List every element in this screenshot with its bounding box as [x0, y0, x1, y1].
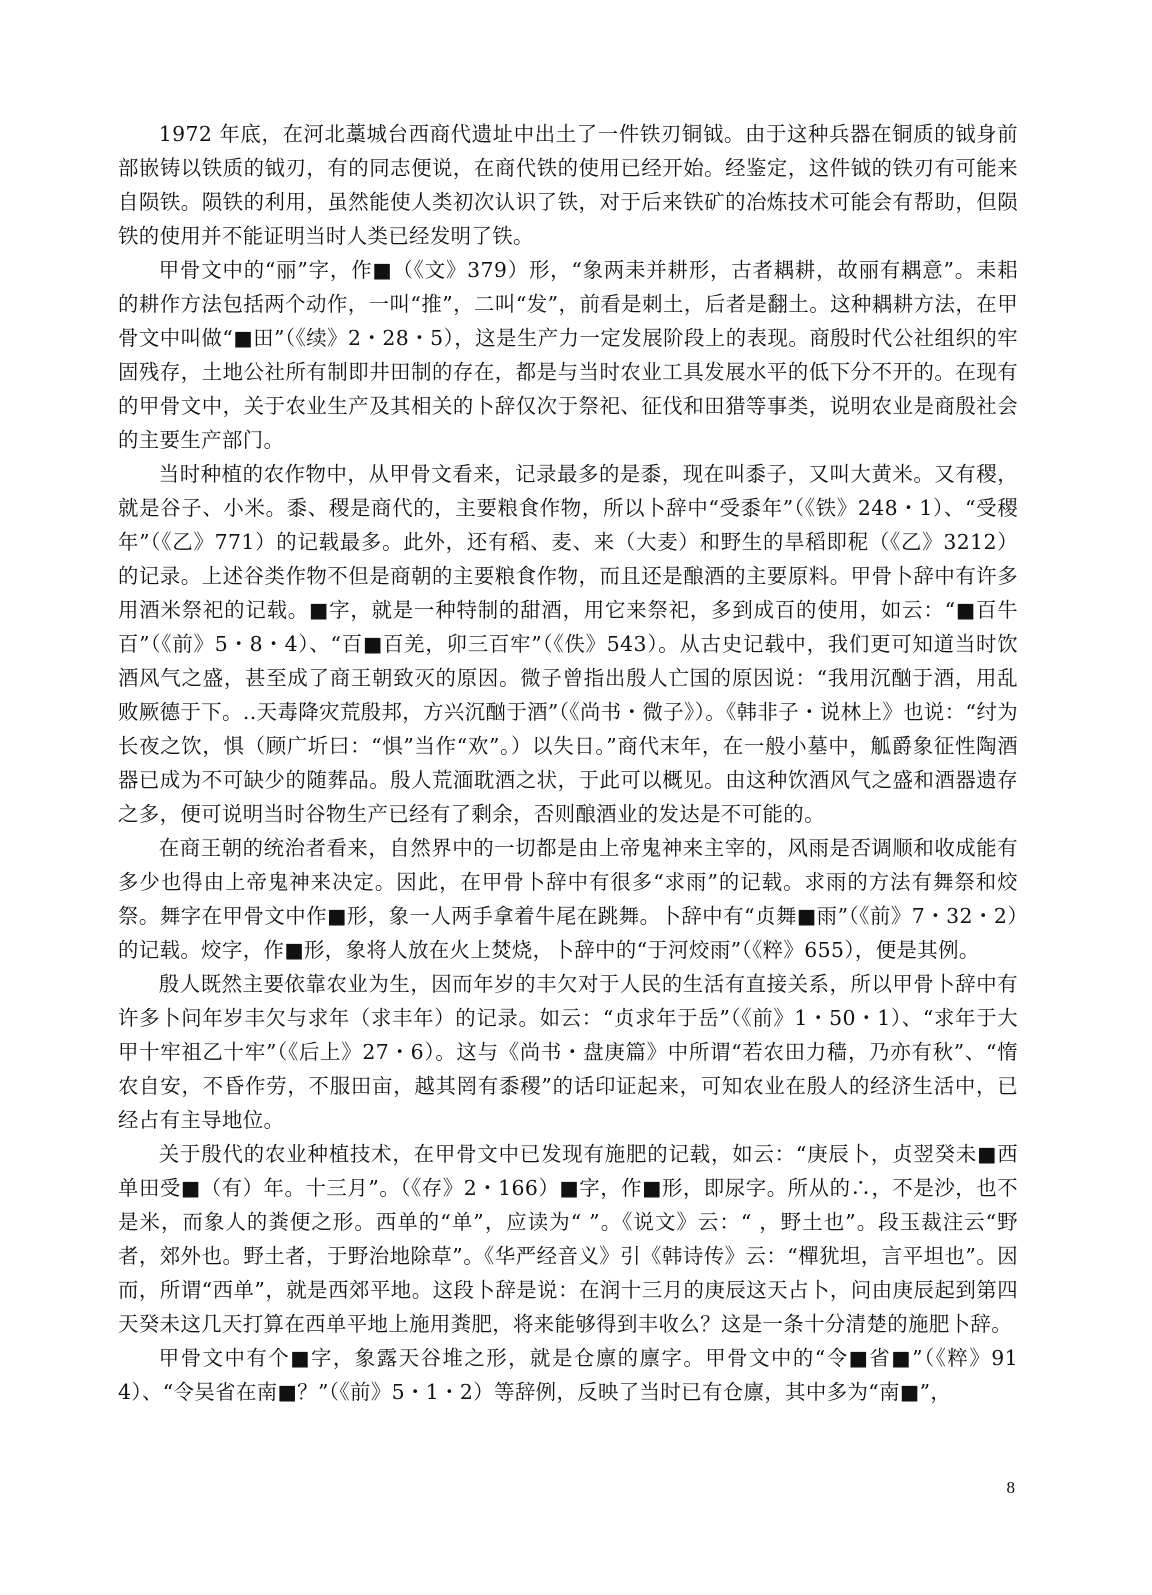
- paragraph-fertilizer: 关于殷代的农业种植技术，在甲骨文中已发现有施肥的记载，如云：“庚辰卜，贞翌癸未■西单田受■（有）年。十三月”。（《存》2・166）■字，作■形，即尿字。所从的∴，不是沙，也不是米，而象人的粪便之形。西单的“单”，应读为“ ”。《说文》云：“ ，野土也”。段玉裁注云“野者，郊外也。野土者，于野治地除草”。《华严经音义》引《韩诗传》云：“樿犹坦，言平坦也”。因而，所谓“西单”，就是西郊平地。这段卜辞是说：在润十三月的庚辰这天占卜，问由庚辰起到第四天癸未这几天打算在西单平地上施用粪肥，将来能够得到丰收么？这是一条十分清楚的施肥卜辞。: [118, 1142, 1018, 1336]
- paragraph-rain-rituals: 在商王朝的统治者看来，自然界中的一切都是由上帝鬼神来主宰的，风雨是否调顺和收成能有多少也得由上帝鬼神来决定。因此，在甲骨卜辞中有很多“求雨”的记载。求雨的方法有舞祭和烄祭。舞字在甲骨文中作■形，象一人两手拿着牛尾在跳舞。卜辞中有“贞舞■雨”（《前》7・32・2）的记载。烄字，作■形，象将人放在火上焚烧，卜辞中的“于河烄雨”（《粹》655），便是其例。: [118, 836, 1018, 962]
- paragraph-iron-axe: 1972 年底，在河北藁城台西商代遗址中出土了一件铁刃铜钺。由于这种兵器在铜质的钺身前部嵌铸以铁质的钺刃，有的同志便说，在商代铁的使用已经开始。经鉴定，这件钺的铁刃有可能来自陨铁。陨铁的利用，虽然能使人类初次认识了铁，对于后来铁矿的冶炼技术可能会有帮助，但陨铁的使用并不能证明当时人类已经发明了铁。: [118, 122, 1018, 248]
- paragraph-harvest-divination: 殷人既然主要依靠农业为生，因而年岁的丰欠对于人民的生活有直接关系，所以甲骨卜辞中有许多卜问年岁丰欠与求年（求丰年）的记录。如云：“贞求年于岳”（《前》1・50・1）、“求年于大甲十牢祖乙十牢”（《后上》27・6）。这与《尚书・盘庚篇》中所谓“若农田力穑，乃亦有秋”、“惰农自安，不昏作劳，不服田亩，越其罔有黍稷”的话印证起来，可知农业在殷人的经济生活中，已经占有主导地位。: [118, 972, 1018, 1132]
- paragraph-crops-and-wine: 当时种植的农作物中，从甲骨文看来，记录最多的是黍，现在叫黍子，又叫大黄米。又有稷，就是谷子、小米。黍、稷是商代的，主要粮食作物，所以卜辞中“受黍年”（《铁》248・1）、“受稷年”（《乙》771）的记载最多。此外，还有稻、麦、来（大麦）和野生的旱稻即秜（《乙》3212）的记录。上述谷类作物不但是商朝的主要粮食作物，而且还是酿酒的主要原料。甲骨卜辞中有许多用酒米祭祀的记载。■字，就是一种特制的甜酒，用它来祭祀，多到成百的使用，如云：“■百牛百”（《前》5・8・4）、“百■百羌，卯三百牢”（《佚》543）。从古史记载中，我们更可知道当时饮酒风气之盛，甚至成了商王朝致灭的原因。微子曾指出殷人亡国的原因说：“我用沉酗于酒，用乱败厥德于下。..天毒降灾荒殷邦，方兴沉酗于酒”（《尚书・微子》）。《韩非子・说林上》也说：“纣为长夜之饮，惧（顾广圻曰：“惧”当作“欢”。）以失日。”商代末年，在一般小墓中，觚爵象征性陶酒器已成为不可缺少的随葬品。殷人荒湎耽酒之状，于此可以概见。由这种饮酒风气之盛和酒器遗存之多，便可说明当时谷物生产已经有了剩余，否则酿酒业的发达是不可能的。: [118, 462, 1018, 826]
- page-number: 8: [1006, 1478, 1015, 1497]
- paragraph-granary: 甲骨文中有个■字，象露天谷堆之形，就是仓廪的廪字。甲骨文中的“令■省■”（《粹》914）、“令吴省在南■？”（《前》5・1・2）等辞例，反映了当时已有仓廪，其中多为“南■”，: [118, 1346, 1018, 1404]
- paragraph-plowing: 甲骨文中的“丽”字，作■（《文》379）形，“象两耒并耕形，古者耦耕，故丽有耦意”。耒耜的耕作方法包括两个动作，一叫“推”，二叫“发”，前看是刺土，后者是翻土。这种耦耕方法，在甲骨文中叫做“■田”（《续》2・28・5），这是生产力一定发展阶段上的表现。商殷时代公社组织的牢固残存，土地公社所有制即井田制的存在，都是与当时农业工具发展水平的低下分不开的。在现有的甲骨文中，关于农业生产及其相关的卜辞仅次于祭祀、征伐和田猎等事类，说明农业是商殷社会的主要生产部门。: [118, 258, 1018, 452]
- body-text: [118, 117, 1018, 1409]
